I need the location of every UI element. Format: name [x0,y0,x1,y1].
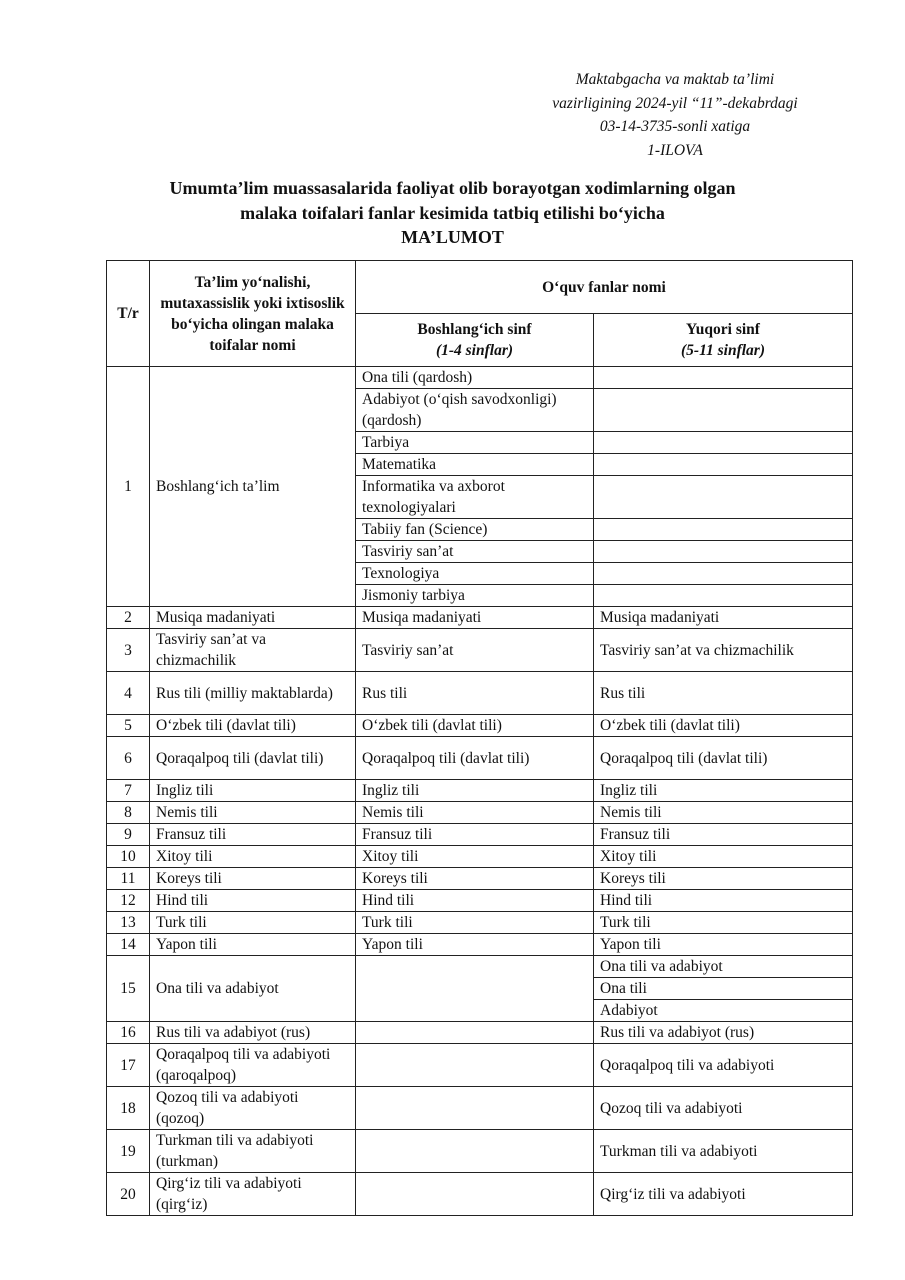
primary-subject: Tarbiya [356,432,594,454]
upper-subject: Xitoy tili [594,846,853,868]
table-row [107,629,853,672]
upper-subject: Yapon tili [594,934,853,956]
qualification-name: Hind tili [150,890,356,912]
qualification-name: Musiqa madaniyati [150,607,356,629]
header-primary-label: Boshlang‘ich sinf [417,321,532,338]
header-primary [356,314,594,367]
table-row [107,912,853,934]
document-header [520,68,830,162]
row-number: 19 [107,1130,150,1173]
row-number: 12 [107,890,150,912]
qualification-name: Qoraqalpoq tili (davlat tili) [150,737,356,780]
primary-subject [356,956,594,1022]
row-number: 6 [107,737,150,780]
header-upper [594,314,853,367]
qualification-name: Ingliz tili [150,780,356,802]
header-direction: Ta’lim yo‘nalishi, mutaxassislik yoki ixtisoslik bo‘yicha olingan malaka toifalar nomi [150,261,356,367]
header-upper-sub: (5-11 sinflar) [681,342,765,359]
table-row [107,1044,853,1087]
header-line: 03-14-3735-sonli xatiga [599,118,751,135]
upper-subject [594,476,853,519]
qualification-name: Nemis tili [150,802,356,824]
upper-subject [594,541,853,563]
upper-subject [594,585,853,607]
upper-subject: Tasviriy san’at va chizmachilik [594,629,853,672]
table-row [107,824,853,846]
primary-subject: Turk tili [356,912,594,934]
upper-subject: Koreys tili [594,868,853,890]
upper-subject: Ona tili [594,978,853,1000]
row-number: 10 [107,846,150,868]
primary-subject: Yapon tili [356,934,594,956]
primary-subject: Adabiyot (o‘qish savodxonligi) (qardosh) [356,389,594,432]
upper-subject: Turk tili [594,912,853,934]
primary-subject [356,1173,594,1216]
qualification-name: Turk tili [150,912,356,934]
upper-subject: O‘zbek tili (davlat tili) [594,715,853,737]
upper-subject: Adabiyot [594,1000,853,1022]
row-number: 20 [107,1173,150,1216]
primary-subject [356,1022,594,1044]
primary-subject: O‘zbek tili (davlat tili) [356,715,594,737]
primary-subject: Fransuz tili [356,824,594,846]
primary-subject: Ona tili (qardosh) [356,367,594,389]
title-line: Umumta’lim muassasalarida faoliyat olib borayotgan xodimlarning olgan [169,178,736,198]
title-line: MA’LUMOT [401,227,504,247]
primary-subject: Informatika va axborot texnologiyalari [356,476,594,519]
upper-subject: Nemis tili [594,802,853,824]
upper-subject: Qozoq tili va adabiyoti [594,1087,853,1130]
upper-subject: Ingliz tili [594,780,853,802]
header-tr: T/r [107,261,150,367]
header-line: 1-ILOVA [647,141,703,159]
table-row [107,780,853,802]
table-row [107,1130,853,1173]
primary-subject: Ingliz tili [356,780,594,802]
table-row [107,868,853,890]
qualification-name: Rus tili (milliy maktablarda) [150,672,356,715]
data-table [106,260,853,1216]
qualification-name: Xitoy tili [150,846,356,868]
primary-subject: Jismoniy tarbiya [356,585,594,607]
primary-subject: Tasviriy san’at [356,541,594,563]
header-line: vazirligining 2024-yil “11”-dekabrdagi [552,94,798,112]
upper-subject: Musiqa madaniyati [594,607,853,629]
qualification-name: Ona tili va adabiyot [150,956,356,1022]
primary-subject: Texnologiya [356,563,594,585]
upper-subject: Hind tili [594,890,853,912]
row-number: 7 [107,780,150,802]
row-number: 3 [107,629,150,672]
qualification-name: Tasviriy san’at va chizmachilik [150,629,356,672]
row-number: 8 [107,802,150,824]
header-subjects: O‘quv fanlar nomi [356,261,853,314]
table-row [107,672,853,715]
row-number: 1 [107,367,150,607]
primary-subject [356,1087,594,1130]
upper-subject [594,454,853,476]
row-number: 17 [107,1044,150,1087]
qualification-name: O‘zbek tili (davlat tili) [150,715,356,737]
title-line: malaka toifalari fanlar kesimida tatbiq etilishi bo‘yicha [240,202,665,223]
row-number: 15 [107,956,150,1022]
table-row [107,846,853,868]
table-row [107,802,853,824]
row-number: 9 [107,824,150,846]
row-number: 2 [107,607,150,629]
table-row [107,1022,853,1044]
primary-subject: Xitoy tili [356,846,594,868]
qualification-name: Qozoq tili va adabiyoti (qozoq) [150,1087,356,1130]
upper-subject [594,389,853,432]
qualification-name: Koreys tili [150,868,356,890]
table-row [107,1173,853,1216]
table-row [107,1087,853,1130]
table-row [107,934,853,956]
table-row [107,715,853,737]
upper-subject: Qoraqalpoq tili va adabiyoti [594,1044,853,1087]
primary-subject: Rus tili [356,672,594,715]
upper-subject: Rus tili [594,672,853,715]
upper-subject [594,563,853,585]
table-row [107,607,853,629]
upper-subject: Rus tili va adabiyot (rus) [594,1022,853,1044]
primary-subject: Hind tili [356,890,594,912]
qualification-name: Fransuz tili [150,824,356,846]
upper-subject: Ona tili va adabiyot [594,956,853,978]
primary-subject: Nemis tili [356,802,594,824]
primary-subject: Qoraqalpoq tili (davlat tili) [356,737,594,780]
upper-subject: Qirg‘iz tili va adabiyoti [594,1173,853,1216]
qualification-name: Turkman tili va adabiyoti (turkman) [150,1130,356,1173]
row-number: 4 [107,672,150,715]
primary-subject [356,1044,594,1087]
header-upper-label: Yuqori sinf [686,321,760,338]
upper-subject [594,519,853,541]
row-number: 14 [107,934,150,956]
primary-subject: Matematika [356,454,594,476]
row-number: 18 [107,1087,150,1130]
row-number: 11 [107,868,150,890]
table-row [107,367,853,389]
qualification-name: Qoraqalpoq tili va adabiyoti (qaroqalpoq) [150,1044,356,1087]
primary-subject: Tasviriy san’at [356,629,594,672]
table-row [107,956,853,978]
row-number: 5 [107,715,150,737]
upper-subject: Turkman tili va adabiyoti [594,1130,853,1173]
qualification-name: Yapon tili [150,934,356,956]
row-number: 13 [107,912,150,934]
table-row [107,890,853,912]
header-line: Maktabgacha va maktab ta’limi [575,71,775,88]
upper-subject [594,367,853,389]
row-number: 16 [107,1022,150,1044]
primary-subject: Tabiiy fan (Science) [356,519,594,541]
upper-subject [594,432,853,454]
document-title [100,176,805,250]
qualification-name: Qirg‘iz tili va adabiyoti (qirg‘iz) [150,1173,356,1216]
primary-subject [356,1130,594,1173]
qualification-name: Rus tili va adabiyot (rus) [150,1022,356,1044]
qualification-name: Boshlang‘ich ta’lim [150,367,356,607]
primary-subject: Musiqa madaniyati [356,607,594,629]
header-primary-sub: (1-4 sinflar) [435,342,514,359]
upper-subject: Qoraqalpoq tili (davlat tili) [594,737,853,780]
primary-subject: Koreys tili [356,868,594,890]
upper-subject: Fransuz tili [594,824,853,846]
table-row [107,737,853,780]
